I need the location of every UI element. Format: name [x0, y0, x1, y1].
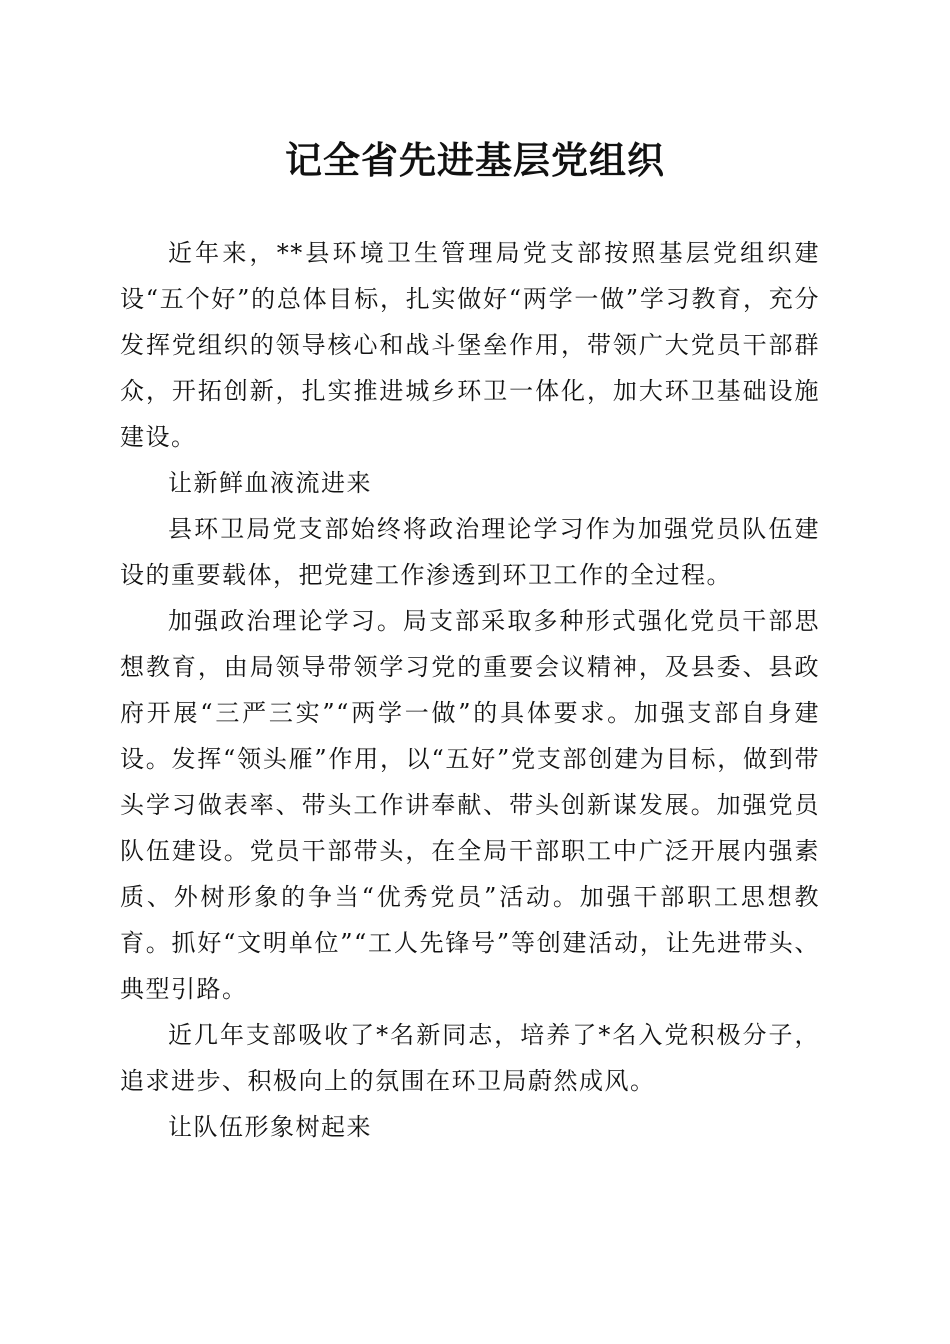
paragraph-intro: 近年来，**县环境卫生管理局党支部按照基层党组织建设“五个好”的总体目标，扎实做好“两学一做”学习教育，充分发挥党组织的领导核心和战斗堡垒作用，带领广大党员干部群众，开拓创新，扎实推进城乡环卫一体化，加大环卫基础设施建设。	[120, 239, 820, 451]
section-heading-new-blood: 让新鲜血液流进来	[168, 469, 372, 497]
section-heading-team-image: 让队伍形象树起来	[168, 1113, 372, 1141]
document-body	[120, 230, 820, 1150]
document-title: 记全省先进基层党组织	[285, 138, 665, 182]
paragraph-new-members: 近几年支部吸收了*名新同志，培养了*名入党积极分子，追求进步、积极向上的氛围在环卫局蔚然成风。	[120, 1021, 820, 1095]
paragraph-theory-study: 加强政治理论学习。局支部采取多种形式强化党员干部思想教育，由局领导带领学习党的重要会议精神，及县委、县政府开展“三严三实”“两学一做”的具体要求。加强支部自身建设。发挥“领头雁”作用，以“五好”党支部创建为目标，做到带头学习做表率、带头工作讲奉献、带头创新谋发展。加强党员队伍建设。党员干部带头，在全局干部职工中广泛开展内强素质、外树形象的争当“优秀党员”活动。加强干部职工思想教育。抓好“文明单位”“工人先锋号”等创建活动，让先进带头、典型引路。	[120, 607, 820, 1003]
paragraph-party-building: 县环卫局党支部始终将政治理论学习作为加强党员队伍建设的重要载体，把党建工作渗透到环卫工作的全过程。	[120, 515, 820, 589]
